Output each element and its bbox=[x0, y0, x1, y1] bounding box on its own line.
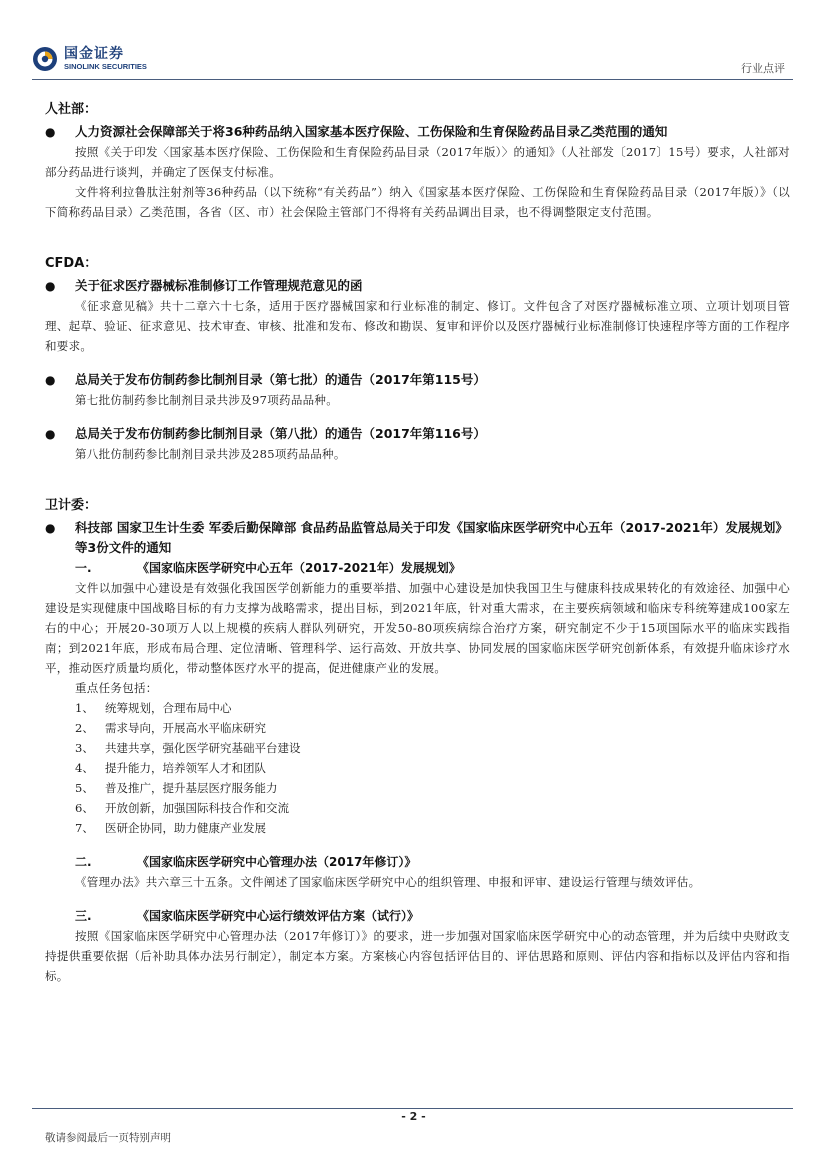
bullet-title: 关于征求医疗器械标准制修订工作管理规范意见的函 bbox=[75, 278, 363, 293]
bullet-item bbox=[45, 518, 790, 558]
bullet-item bbox=[45, 276, 790, 296]
paragraph: 文件将利拉鲁肽注射剂等36种药品（以下统称“有关药品”）纳入《国家基本医疗保险、工伤保险和生育保险药品目录（2017年版）》（以下简称药品目录）乙类范围，各省（区、市）社会保险主管部门不得将有关药品调出目录，也不得调整限定支付范围。 bbox=[45, 185, 790, 219]
company-logo bbox=[32, 46, 147, 72]
subsection-title: 《国家临床医学研究中心运行绩效评估方案（试行）》 bbox=[137, 909, 420, 923]
task-item bbox=[45, 758, 790, 778]
tasks-intro: 重点任务包括： bbox=[75, 681, 158, 695]
task-item bbox=[45, 698, 790, 718]
task-item bbox=[45, 738, 790, 758]
bullet-dot-icon: ● bbox=[45, 373, 56, 387]
task-text: 提升能力，培养领军人才和团队 bbox=[105, 761, 266, 775]
task-number: 7、 bbox=[75, 821, 94, 835]
section-title-nhfpc: 卫计委： bbox=[45, 498, 98, 513]
logo-chinese-name: 国金证券 bbox=[64, 46, 124, 63]
task-item bbox=[45, 798, 790, 818]
bullet-title: 总局关于发布仿制药参比制剂目录（第八批）的通告（2017年第116号） bbox=[75, 426, 486, 441]
bullet-item bbox=[45, 424, 790, 444]
header-divider bbox=[32, 79, 793, 80]
task-list bbox=[45, 698, 790, 838]
page-header bbox=[0, 0, 827, 80]
bullet-title: 科技部 国家卫生计生委 军委后勤保障部 食品药品监管总局关于印发《国家临床医学研究中心五年（2017-2021年）发展规划》等3份文件的通知 bbox=[75, 520, 788, 555]
page-number: - 2 - bbox=[401, 1110, 426, 1123]
task-item bbox=[45, 778, 790, 798]
task-number: 2、 bbox=[75, 721, 94, 735]
paragraph: 按照《关于印发〈国家基本医疗保险、工伤保险和生育保险药品目录（2017年版）〉的通知》（人社部发〔2017〕15号）要求，人社部对部分药品进行谈判，并确定了医保支付标准。 bbox=[45, 145, 790, 179]
bullet-dot-icon: ● bbox=[45, 125, 56, 139]
task-number: 3、 bbox=[75, 741, 94, 755]
subsection-number: 一. bbox=[75, 561, 92, 575]
task-item bbox=[45, 818, 790, 838]
task-text: 统筹规划，合理布局中心 bbox=[105, 701, 232, 715]
subsection-heading bbox=[45, 558, 790, 578]
logo-english-name: SINOLINK SECURITIES bbox=[64, 62, 147, 72]
paragraph: 文件以加强中心建设是有效强化我国医学创新能力的重要举措、加强中心建设是加快我国卫生与健康科技成果转化的有效途径、加强中心建设是实现健康中国战略目标的有力支撑为战略需求，提出目标，到2021年底，针对重大需求，在主要疾病领域和临床专科统筹建成100家左右的中心；开展20-30项万人以上规模的疾病人群队列研究，开发50-80项疾病综合治疗方案，研究制定不少于15项国际水平的临床实践指南；到2021年底，形成布局合理、定位清晰、管理科学、运行高效、开放共享、协同发展的国家临床医学研究创新体系，有效提升临床诊疗水平，推动医疗质量均质化，带动整体医疗水平的提高，促进健康产业的发展。 bbox=[45, 581, 790, 675]
disclaimer-text: 敬请参阅最后一页特别声明 bbox=[45, 1132, 171, 1144]
bullet-title: 总局关于发布仿制药参比制剂目录（第七批）的通告（2017年第115号） bbox=[75, 372, 486, 387]
bullet-dot-icon: ● bbox=[45, 521, 56, 535]
task-number: 4、 bbox=[75, 761, 94, 775]
footer-divider bbox=[32, 1108, 793, 1109]
task-text: 开放创新，加强国际科技合作和交流 bbox=[105, 801, 289, 815]
paragraph: 第七批仿制药参比制剂目录共涉及97项药品品种。 bbox=[75, 393, 339, 407]
task-text: 共建共享，强化医学研究基础平台建设 bbox=[105, 741, 301, 755]
task-text: 普及推广，提升基层医疗服务能力 bbox=[105, 781, 278, 795]
bullet-item bbox=[45, 122, 790, 142]
paragraph: 《征求意见稿》共十二章六十七条，适用于医疗器械国家和行业标准的制定、修订。文件包含了对医疗器械标准立项、立项计划项目管理、起草、验证、征求意见、技术审查、审核、批准和发布、修改和勘误、复审和评价以及医疗器械行业标准制修订快速程序等方面的工作程序和要求。 bbox=[45, 299, 790, 353]
task-text: 需求导向，开展高水平临床研究 bbox=[105, 721, 266, 735]
section-title-mohrss: 人社部： bbox=[45, 102, 98, 117]
sinolink-logo-icon bbox=[32, 46, 58, 72]
paragraph: 《管理办法》共六章三十五条。文件阐述了国家临床医学研究中心的组织管理、申报和评审、建设运行管理与绩效评估。 bbox=[75, 875, 701, 889]
paragraph: 第八批仿制药参比制剂目录共涉及285项药品品种。 bbox=[75, 447, 346, 461]
bullet-dot-icon: ● bbox=[45, 279, 56, 293]
task-number: 5、 bbox=[75, 781, 94, 795]
task-number: 6、 bbox=[75, 801, 94, 815]
report-type-label: 行业点评 bbox=[741, 62, 785, 75]
section-title-cfda: CFDA： bbox=[45, 256, 98, 271]
report-body bbox=[45, 98, 790, 986]
paragraph: 按照《国家临床医学研究中心管理办法（2017年修订）》的要求，进一步加强对国家临床医学研究中心的动态管理，并为后续中央财政支持提供重要依据（后补助具体办法另行制定），制定本方案。方案核心内容包括评估目的、评估思路和原则、评估内容和指标以及评估内容和指标。 bbox=[45, 929, 790, 983]
task-number: 1、 bbox=[75, 701, 94, 715]
subsection-number: 二. bbox=[75, 855, 92, 869]
bullet-item bbox=[45, 370, 790, 390]
subsection-heading bbox=[45, 852, 790, 872]
subsection-title: 《国家临床医学研究中心管理办法（2017年修订）》 bbox=[137, 855, 417, 869]
subsection-title: 《国家临床医学研究中心五年（2017-2021年）发展规划》 bbox=[137, 561, 461, 575]
task-item bbox=[45, 718, 790, 738]
subsection-heading bbox=[45, 906, 790, 926]
task-text: 医研企协同，助力健康产业发展 bbox=[105, 821, 266, 835]
bullet-dot-icon: ● bbox=[45, 427, 56, 441]
bullet-title: 人力资源社会保障部关于将36种药品纳入国家基本医疗保险、工伤保险和生育保险药品目录乙类范围的通知 bbox=[75, 124, 668, 139]
subsection-number: 三. bbox=[75, 909, 92, 923]
